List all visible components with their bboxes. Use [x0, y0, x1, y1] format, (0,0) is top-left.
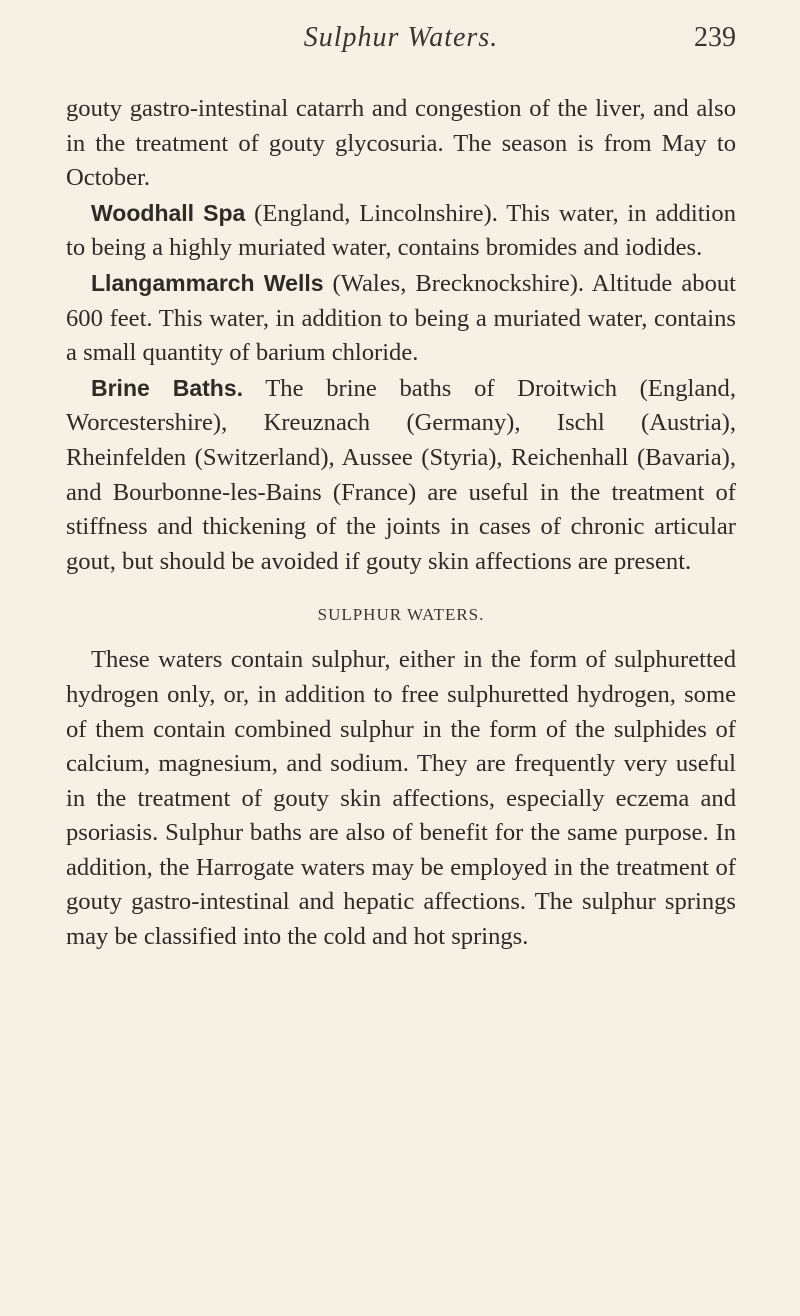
paragraph-llangammarch-wells	[66, 266, 736, 371]
page-number: 239	[694, 22, 736, 53]
running-head	[66, 18, 736, 62]
spa-term: Woodhall Spa	[91, 199, 246, 226]
paragraph-text: (Wales, Brecknockshire). Altitude about 600 feet. This water, in addition to being a muriated water, contains a small quantity of barium chloride.	[66, 269, 736, 367]
paragraph-woodhall-spa	[66, 196, 736, 266]
paragraph-text: These waters contain sulphur, either in the form of sulphuretted hydrogen only, or, in addition to free sulphuretted hydrogen, some of them contain combined sulphur in the form of the sulphides of calcium, magnesium, and sodium. They are frequently very useful in the treatment of gouty skin affections, especially eczema and psoriasis. Sulphur baths are also of benefit for the same purpose. In addition, the Harrogate waters may be employed in the treatment of gouty gastro-intestinal and hepatic affections. The sulphur springs may be classified into the cold and hot springs.	[66, 646, 736, 951]
paragraph-text: The brine baths of Droitwich (England, Worcestershire), Kreuznach (Germany), Ischl (Austria), Rheinfelden (Switzerland), Aussee (Styria), Reichenhall (Bavaria), and Bourbonne-les-Bains (France) are useful in the treatment of stiffness and thickening of the joints in cases of chronic articular gout, but should be avoided if gouty skin affections are present.	[66, 374, 736, 575]
paragraph-text: gouty gastro-intestinal catarrh and congestion of the liver, and also in the treatment of gouty glycosuria. The season is from May to October.	[66, 95, 736, 192]
paragraph-brine-baths	[66, 371, 736, 580]
spa-term: Llangammarch Wells	[91, 269, 324, 296]
section-heading: SULPHUR WATERS.	[317, 605, 485, 625]
paragraph-text: (England, Lincolnshire). This water, in addition to being a highly muriated water, contains bromides and iodides.	[66, 199, 736, 262]
book-page	[66, 18, 736, 955]
spa-term: Brine Baths.	[91, 374, 244, 401]
paragraph-continuation	[66, 92, 736, 196]
running-title: Sulphur Waters.	[303, 22, 499, 53]
body-text	[66, 92, 736, 955]
paragraph-sulphur-waters	[66, 643, 736, 954]
